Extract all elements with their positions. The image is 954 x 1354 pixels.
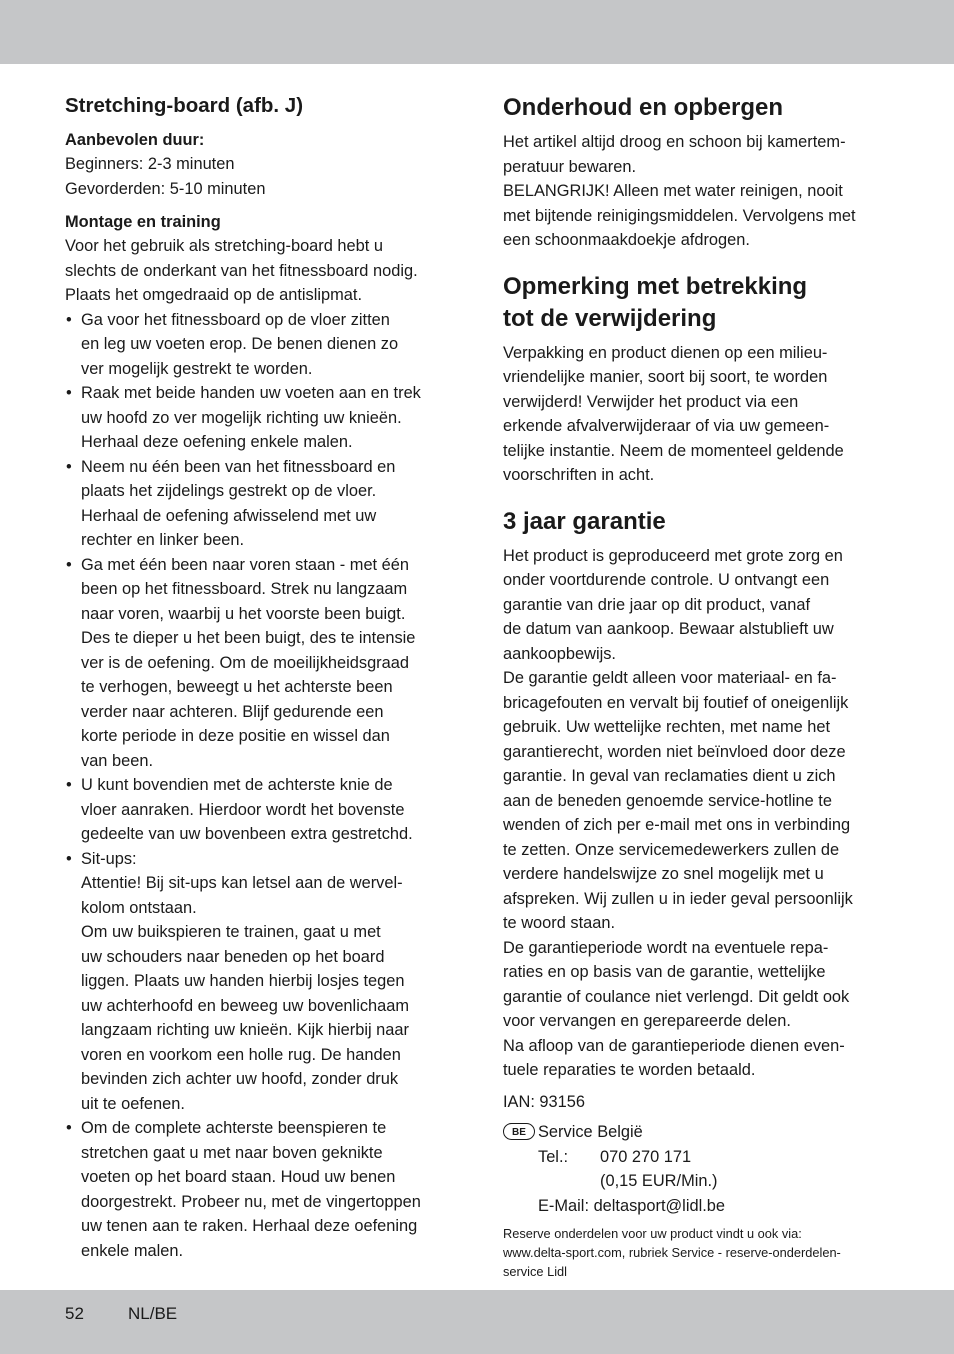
country-badge-icon: BE bbox=[503, 1123, 535, 1140]
duration-heading: Aanbevolen duur: bbox=[65, 131, 205, 149]
warranty-text: Het product is geproduceerd met grote zorg en onder voortdurende controle. U ontvangt een garantie van drie jaar op dit product, vanaf de datum van aankoop. Bewaar alstublieft uw aankoopbewijs. De garantie geldt alleen voor materiaal- en fa- bricagefouten en vervalt bij foutief of oneigenlijk gebruik. Uw wettelijke rechten, met name het garantierecht, worden niet beïnvloed door deze garantie. In geval van reclamaties dient u zich aan de beneden genoemde service-hotline te wenden of zich per e-mail met ons in verbinding te zetten. Onze servicemedewerkers zullen de verdere handelswijze zo snel mogelijk met u afspreken. Wij zullen u in ieder geval persoonlijk te woord staan. De garantieperiode wordt na eventuele repa- raties en op basis van de garantie, wettelijke garantie of coulance niet verlengd. Dit geldt ook voor vervangen en gerepareerde delen. Na afloop van de garantieperiode dienen even- tuele reparaties te worden betaald. bbox=[503, 546, 853, 1079]
tel-rate: (0,15 EUR/Min.) bbox=[600, 1172, 718, 1190]
service-contact bbox=[503, 1120, 898, 1218]
section-title-maintenance: Onderhoud en opbergen bbox=[503, 94, 783, 121]
section-title-disposal: Opmerking met betrekking tot de verwijdering bbox=[503, 272, 808, 332]
ian-number: IAN: 93156 bbox=[503, 1092, 586, 1111]
duration-advanced: Gevorderden: 5-10 minuten bbox=[65, 179, 266, 198]
tel-value: 070 270 171 bbox=[600, 1147, 692, 1166]
exercise-item: • U kunt bovendien met de achterste knie de vloer aanraken. Hierdoor wordt het bovenste gedeelte van uw bovenbeen extra gestretchd. bbox=[65, 773, 460, 847]
exercise-list bbox=[65, 308, 460, 1264]
exercise-item: • Raak met beide handen uw voeten aan en trek uw hoofd zo ver mogelijk richting uw knieën. Herhaal deze oefening enkele malen. bbox=[65, 381, 460, 455]
page-number: 52 bbox=[65, 1304, 84, 1323]
header-band bbox=[0, 0, 954, 64]
exercise-item: • Om de complete achterste beenspieren te stretchen gaat u met naar boven geknikte voeten op het board staan. Houd uw benen doorgestrekt. Probeer nu, met de vingertoppen uw tenen aan te raken. Herhaal deze oefening enkele malen. bbox=[65, 1116, 460, 1263]
exercise-item: • Sit-ups: Attentie! Bij sit-ups kan letsel aan de wervel- kolom ontstaan. Om uw buikspieren te trainen, gaat u met uw schouders naar beneden op het board liggen. Plaats uw handen hierbij losjes tegen uw achterhoofd en beweeg uw bovenlichaam langzaam richting uw knieën. Kijk hierbij naar voren en voorkom een holle rug. De handen bevinden zich achter uw hoofd, zonder druk uit te oefenen. bbox=[65, 847, 460, 1117]
right-column bbox=[503, 92, 898, 1281]
email-label: E-Mail: bbox=[538, 1196, 589, 1215]
locale-label: NL/BE bbox=[128, 1304, 178, 1323]
exercise-item: • Ga met één been naar voren staan - met één been op het fitnessboard. Strek nu langzaam naar voren, waarbij u het voorste been buigt. Des te dieper u het been buigt, des te intensie ver is de oefening. Om de moeilijkheidsgraad te verhogen, beweegt u het achterste been verder naar achteren. Blijf gedurende een korte periode in deze positie en wissel dan van been. bbox=[65, 553, 460, 774]
training-heading: Montage en training bbox=[65, 213, 221, 231]
exercise-item: • Ga voor het fitnessboard op de vloer zitten en leg uw voeten erop. De benen dienen zo ver mogelijk gestrekt te worden. bbox=[65, 308, 460, 382]
maintenance-text: Het artikel altijd droog en schoon bij kamertem- peratuur bewaren. BELANGRIJK! Alleen met water reinigen, nooit met bijtende reinigingsmiddelen. Vervolgens met een schoonmaakdoekje afdrogen. bbox=[503, 133, 856, 249]
duration-beginners: Beginners: 2-3 minuten bbox=[65, 155, 235, 173]
tel-label: Tel.: bbox=[538, 1147, 569, 1166]
disposal-text: Verpakking en product dienen op een milieu- vriendelijke manier, soort bij soort, te worden verwijderd! Verwijder het product via een erkende afvalverwijderaar of via uw gemeen- telijke instantie. Neem de momenteel geldende voorschriften in acht. bbox=[503, 343, 844, 484]
training-intro: Voor het gebruik als stretching-board hebt u slechts de onderkant van het fitnessboard nodig. Plaats het omgedraaid op de antislipmat. bbox=[65, 237, 418, 304]
email-value: deltasport@lidl.be bbox=[593, 1196, 726, 1215]
exercise-item: • Neem nu één been van het fitnessboard en plaats het zijdelings gestrekt op de vloer. Herhaal de oefening afwisselend met uw rechter en linker been. bbox=[65, 455, 460, 553]
section-title-warranty: 3 jaar garantie bbox=[503, 507, 666, 535]
spare-parts-note: Reserve onderdelen voor uw product vindt u ook via: www.delta-sport.com, rubriek Service - reserve-onderdelen- service Lidl bbox=[503, 1226, 841, 1279]
service-name: Service België bbox=[538, 1123, 643, 1141]
left-column bbox=[65, 92, 460, 1263]
section-title-stretching-board: Stretching-board (afb. J) bbox=[65, 94, 304, 117]
